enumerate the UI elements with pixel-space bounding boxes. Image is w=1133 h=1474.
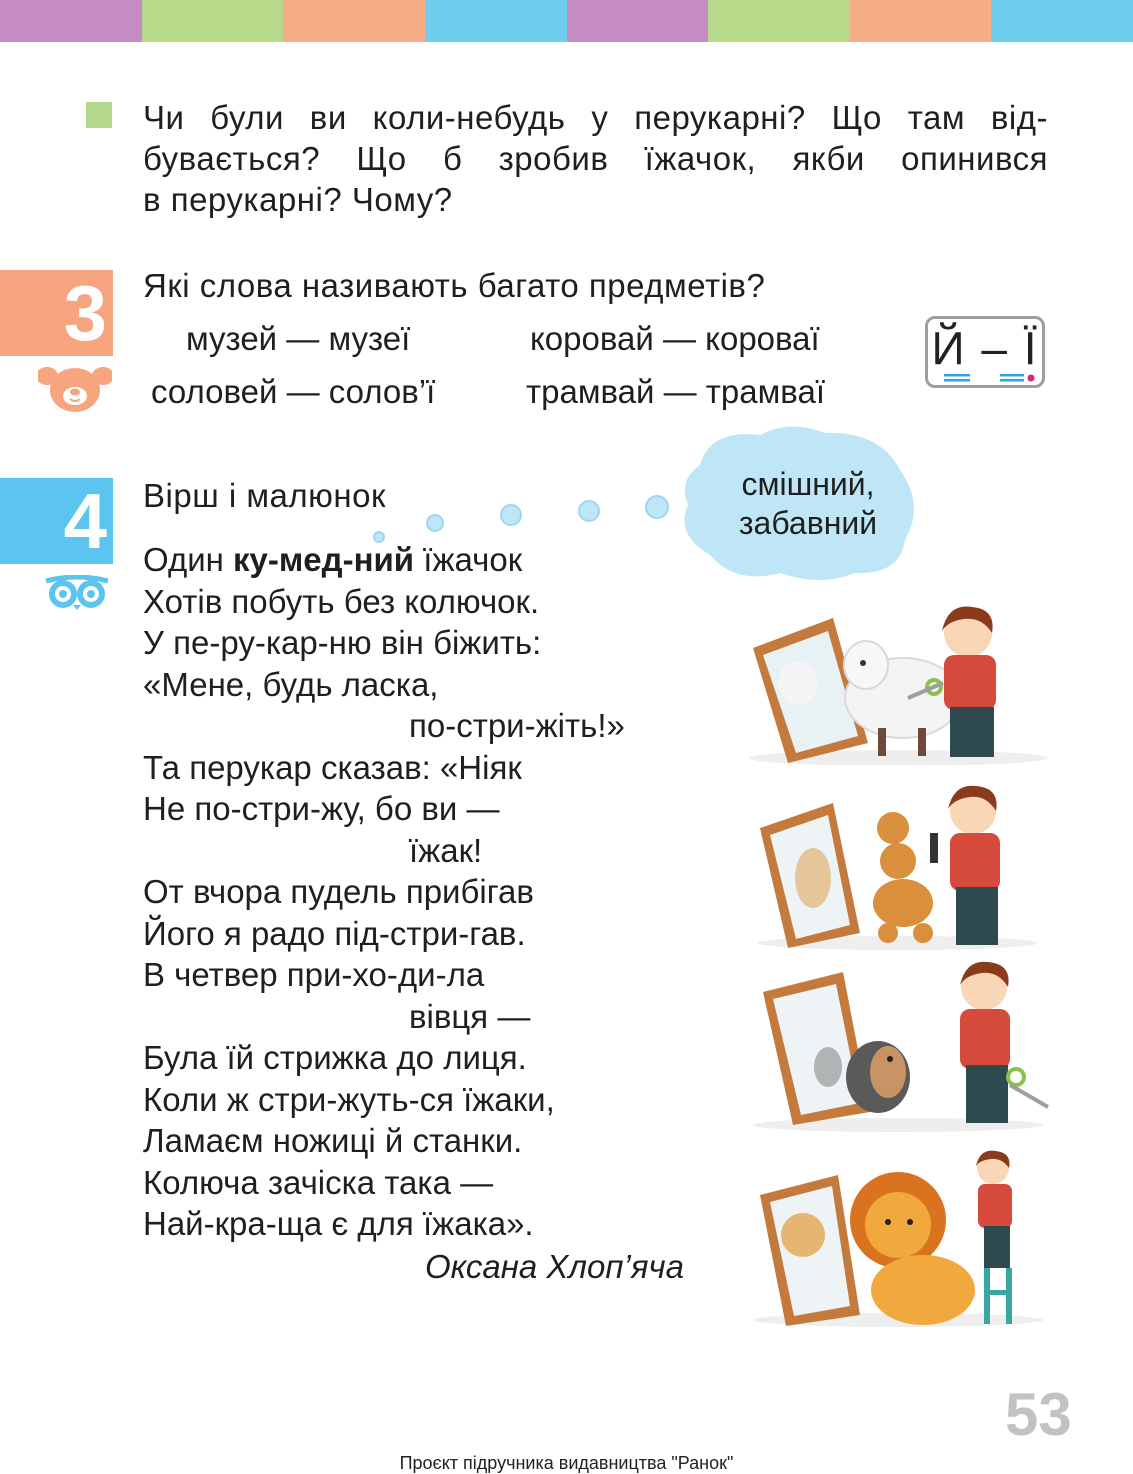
poem-line: От вчора пудель прибігав — [143, 873, 534, 910]
page-number: 53 — [1005, 1381, 1072, 1448]
intro-question — [143, 97, 1048, 220]
footer-note: Проєкт підручника видавництва "Ранок" — [399, 1453, 734, 1473]
poem-line: Була їй стрижка до лиця. — [143, 1039, 527, 1076]
word-pair: музей — музеї — [186, 320, 411, 357]
poem-line-start: Один — [143, 541, 234, 578]
color-stripe — [567, 0, 709, 42]
barber-lion-illustration — [748, 1150, 1048, 1328]
poem-line: Хотів побуть без колючок. — [143, 582, 540, 620]
poem-line: Коли ж стри-жуть-ся їжаки, — [143, 1080, 555, 1118]
word-pair: соловей — солов’ї — [151, 373, 436, 410]
poem-line: Не по-стри-жу, бо ви — — [143, 790, 500, 827]
top-color-stripes — [0, 0, 1133, 42]
barber-hedgehog-illustration — [748, 957, 1060, 1133]
poem-line — [143, 539, 625, 581]
sound-scheme-marks — [928, 367, 1042, 387]
poem-lines — [143, 581, 625, 1242]
color-stripe — [0, 0, 142, 42]
cloud-line: смішний, — [741, 466, 875, 502]
poem-author: Оксана Хлоп’яча — [425, 1248, 684, 1285]
cloud-line: забавний — [738, 505, 878, 541]
color-stripe — [142, 0, 284, 42]
poem — [143, 539, 625, 1242]
task-3-number: 3 — [0, 270, 113, 356]
task-4-title: Вірш і малюнок — [143, 477, 386, 514]
dog-face-icon — [38, 362, 112, 414]
owl-eyes-icon — [44, 575, 110, 611]
poem-line: їжак! — [409, 831, 483, 869]
poem-line: У пе-ру-кар-ню він біжить: — [143, 624, 542, 661]
poem-line: по-стри-жіть!» — [409, 707, 625, 744]
task-4-number: 4 — [0, 478, 113, 564]
color-stripe — [425, 0, 567, 42]
task-3-question: Які слова називають багато предметів? — [143, 267, 766, 304]
poem-line: Колюча зачіска така — — [143, 1163, 494, 1201]
barber-poodle-illustration — [748, 783, 1038, 951]
poem-line: вівця — — [409, 997, 531, 1035]
poem-line: Та перукар сказав: «Ніяк — [143, 748, 522, 786]
poem-line-end: їжачок — [414, 541, 523, 578]
intro-line: Чи були ви коли-небудь у перукарні? Що там від- — [143, 99, 1048, 136]
poem-line: Його я радо під-стри-гав. — [143, 914, 526, 952]
poem-line: Ламаєм ножиці й станки. — [143, 1122, 523, 1159]
poem-line: В четвер при-хо-ди-ла — [143, 956, 485, 993]
letter-box-letters: Й – Ї — [931, 322, 1039, 374]
intro-line: бувається? Що б зробив їжачок, якби опинився — [143, 140, 1048, 177]
color-stripe — [850, 0, 992, 42]
poem-line: «Мене, будь ласка, — [143, 665, 439, 703]
color-stripe — [991, 0, 1133, 42]
green-bullet-square — [86, 102, 112, 128]
intro-line: в перукарні? Чому? — [143, 181, 453, 218]
word-pair: трамвай — трамваї — [526, 373, 825, 410]
word-pair: коровай — короваї — [530, 320, 820, 357]
color-stripe — [283, 0, 425, 42]
barber-sheep-illustration — [738, 603, 1052, 765]
color-stripe — [708, 0, 850, 42]
cloud-definition — [718, 465, 898, 543]
poem-line: Най-кра-ща є для їжака». — [143, 1205, 534, 1242]
poem-bold-word: ку-мед-ний — [233, 541, 415, 578]
letter-box-y-yi — [925, 316, 1045, 388]
